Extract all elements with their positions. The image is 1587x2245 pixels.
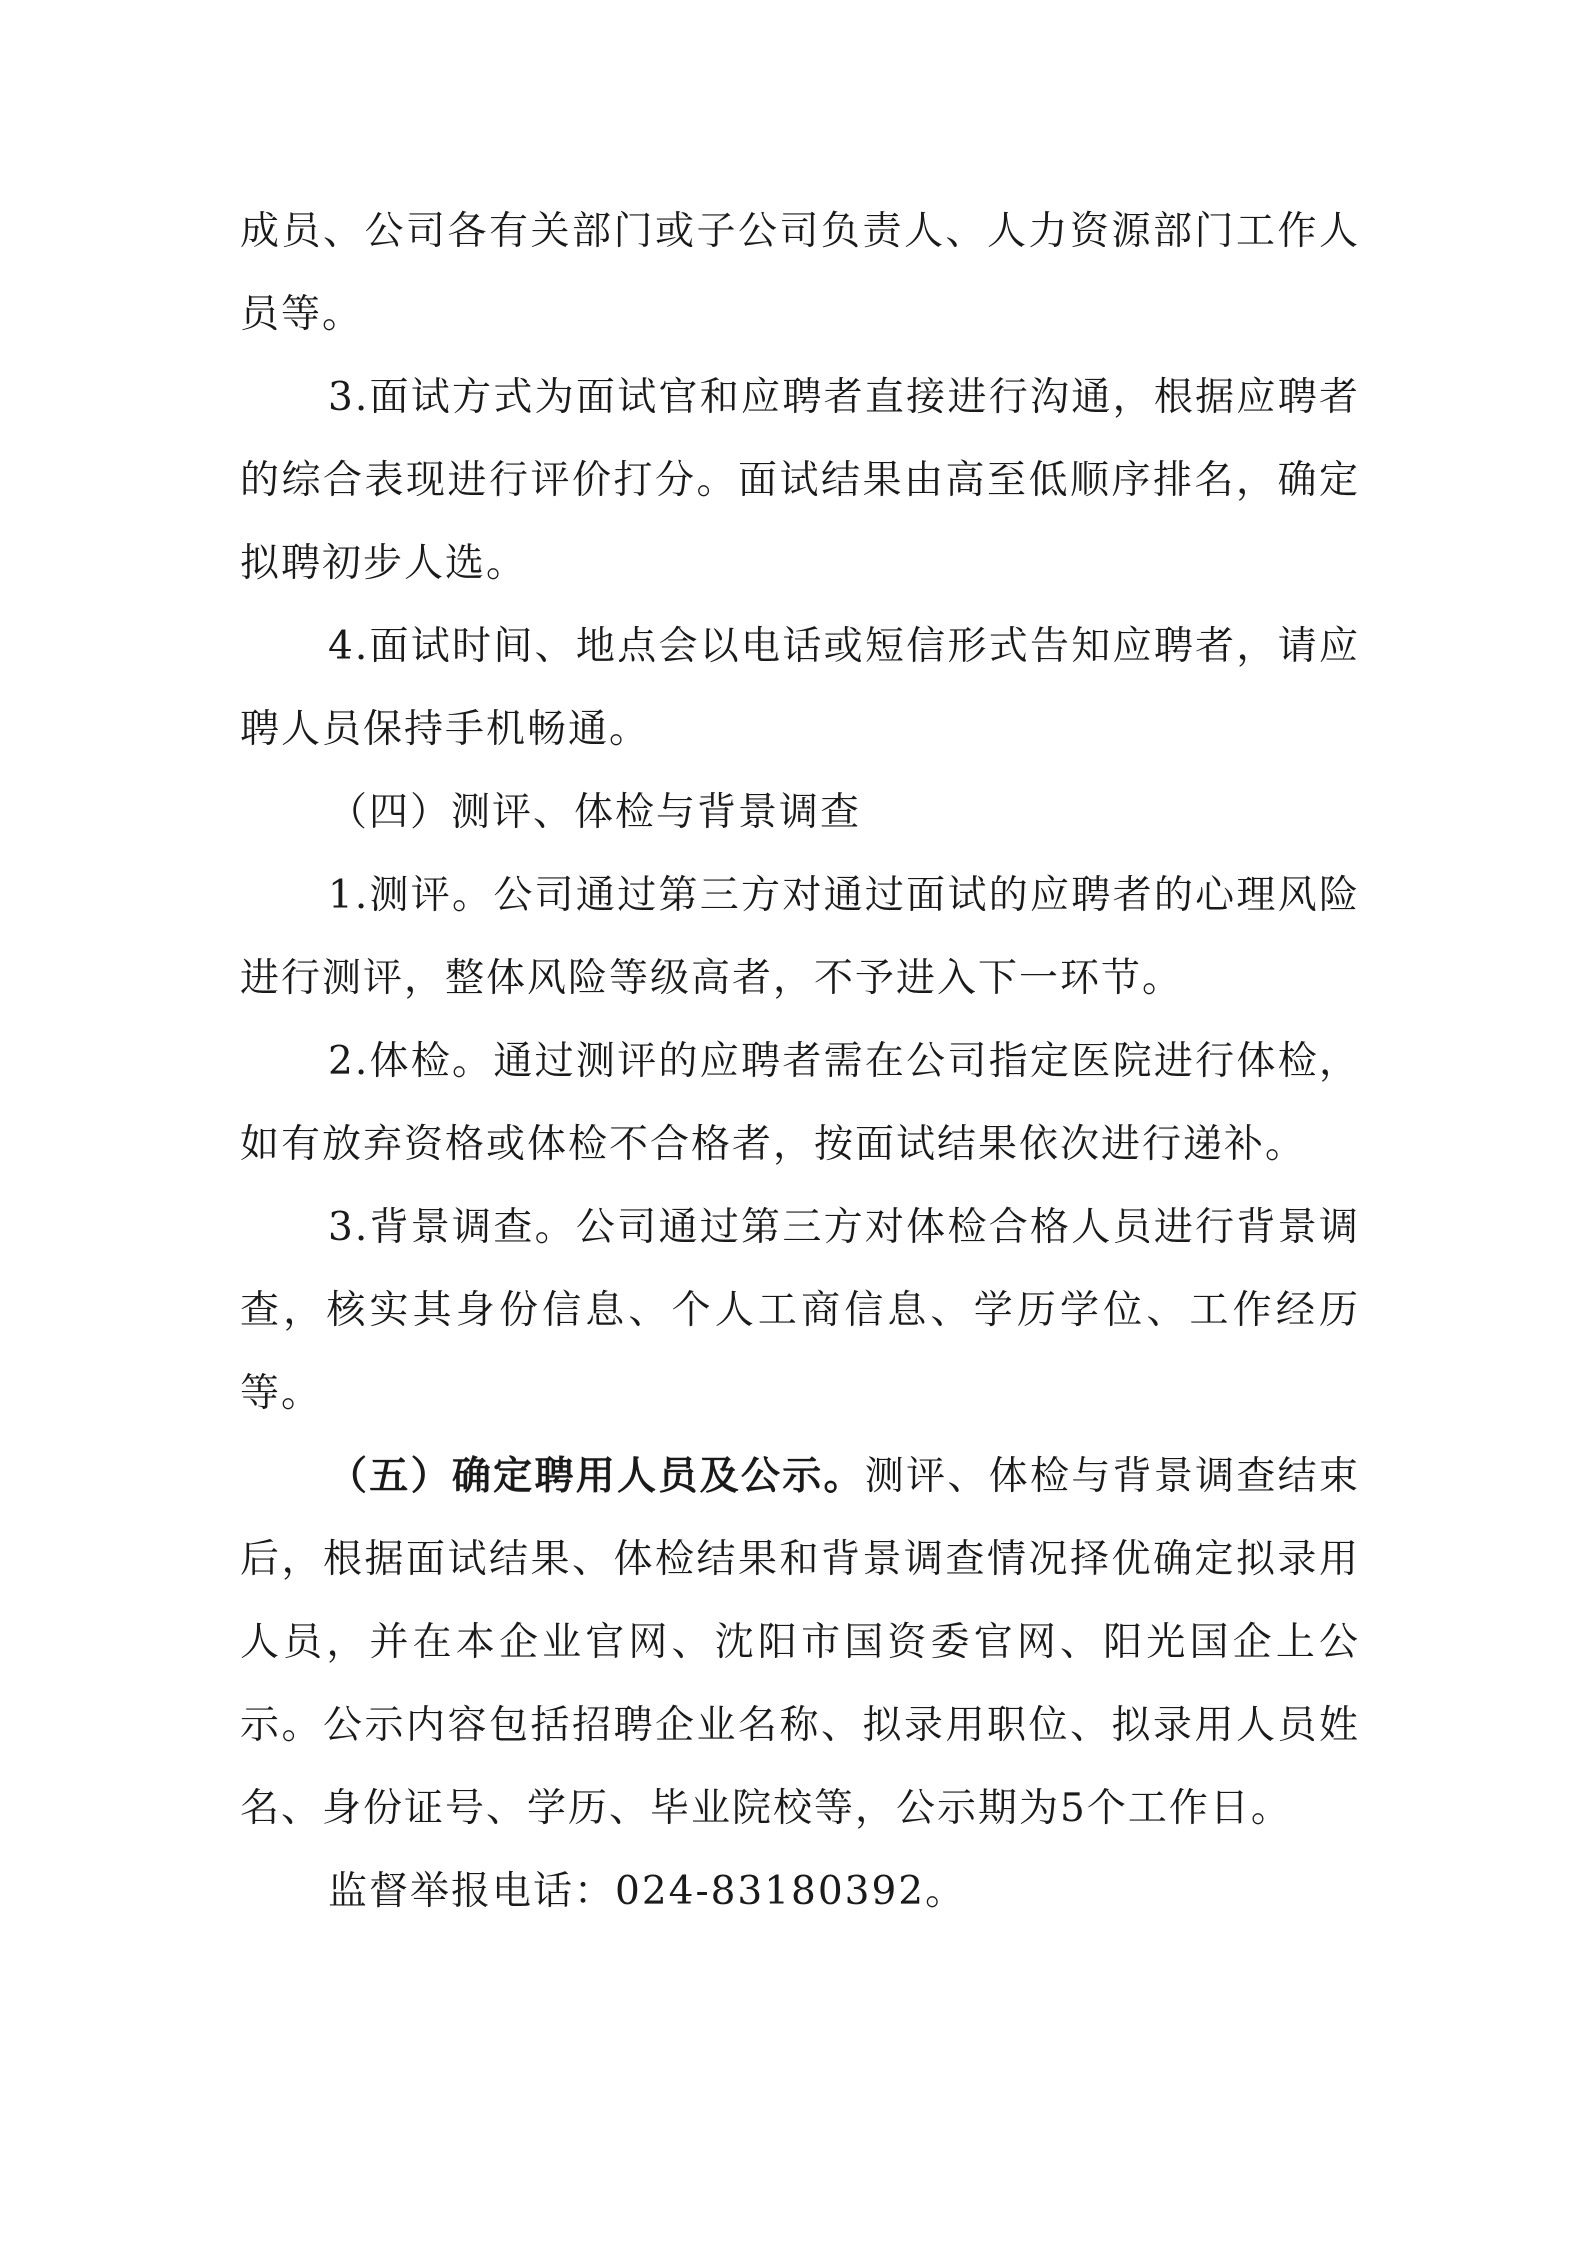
section-heading-assessment: （四）测评、体检与背景调查 — [328, 790, 862, 835]
document-body — [240, 190, 1360, 1933]
supervision-hotline: 监督举报电话：024-83180392。 — [328, 1869, 967, 1914]
paragraph-medical-exam: 2.体检。通过测评的应聘者需在公司指定医院进行体检，如有放弃资格或体检不合格者，按面试结果依次进行递补。 — [240, 1039, 1360, 1167]
section-heading-hiring: （五）确定聘用人员及公示。 — [328, 1453, 865, 1499]
paragraph-hiring-announcement — [240, 1435, 1360, 1850]
paragraph-background-check: 3.背景调查。公司通过第三方对体检合格人员进行背景调查，核实其身份信息、个人工商信息、学历学位、工作经历等。 — [240, 1205, 1360, 1416]
paragraph-interview-notice: 4.面试时间、地点会以电话或短信形式告知应聘者，请应聘人员保持手机畅通。 — [240, 624, 1360, 752]
paragraph-interview-method: 3.面试方式为面试官和应聘者直接进行沟通，根据应聘者的综合表现进行评价打分。面试结果由高至低顺序排名，确定拟聘初步人选。 — [240, 375, 1360, 586]
hiring-announcement-body: 测评、体检与背景调查结束后，根据面试结果、体检结果和背景调查情况择优确定拟录用人员，并在本企业官网、沈阳市国资委官网、阳光国企上公示。公示内容包括招聘企业名称、拟录用职位、拟录用人员姓名、身份证号、学历、毕业院校等，公示期为5个工作日。 — [240, 1454, 1360, 1831]
paragraph-committee-members: 成员、公司各有关部门或子公司负责人、人力资源部门工作人员等。 — [240, 209, 1360, 337]
paragraph-evaluation: 1.测评。公司通过第三方对通过面试的应聘者的心理风险进行测评，整体风险等级高者，不予进入下一环节。 — [240, 873, 1360, 1001]
